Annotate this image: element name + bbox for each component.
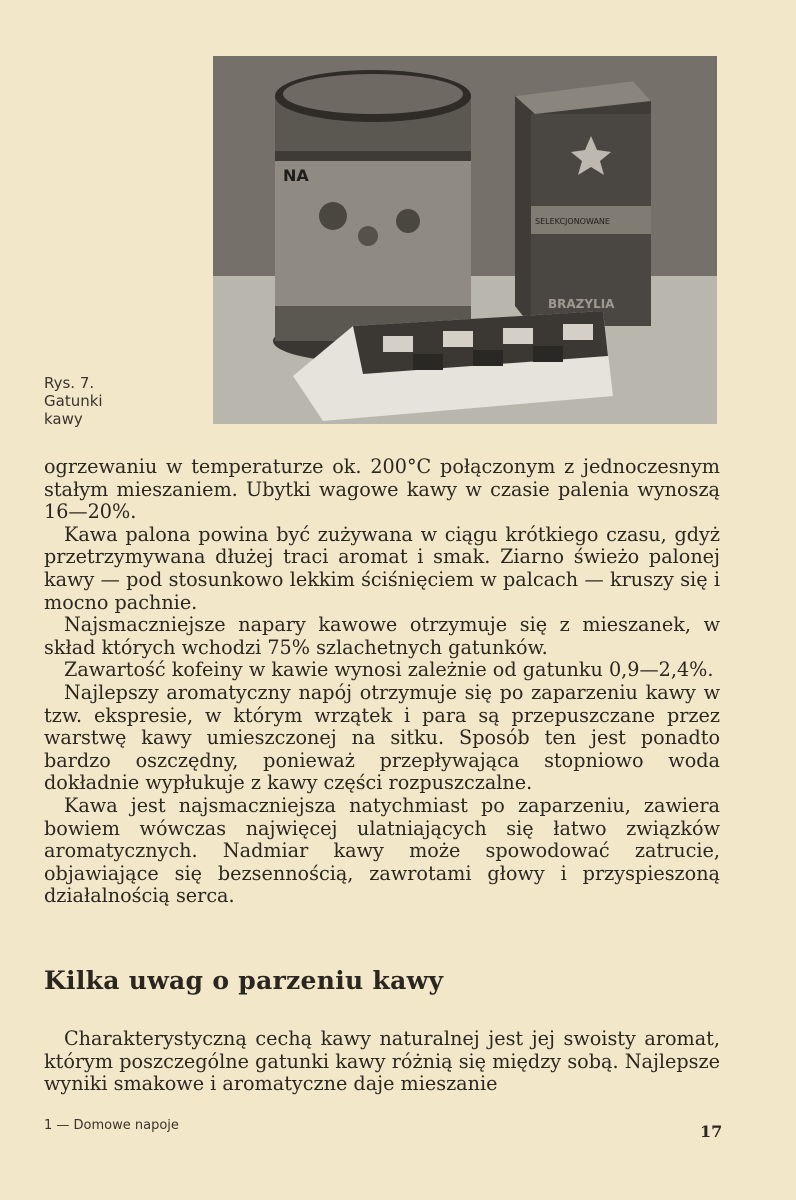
section-paragraph-1: Charakterystyczną cechą kawy naturalnej jest jej swoisty aromat, którym poszczególne gatunki kawy różnią się między sobą. Najlepsze wyniki smakowe i aromatyczne daje mieszanie <box>44 1027 720 1096</box>
caption-line-1: Rys. 7. <box>44 374 95 392</box>
paragraph-5: Najlepszy aromatyczny napój otrzymuje się po zaparzeniu kawy w tzw. ekspresie, w którym wrzątek i para są przepuszczane przez warstwę kawy umieszczonej na sitku. Sposób ten jest ponadto bardzo oszczędny, ponieważ przepływająca stopniowo woda dokładnie wypłukuje z kawy części rozpuszczalne. <box>44 680 720 795</box>
section-heading: Kilka uwag o parzeniu kawy <box>44 966 444 995</box>
footer-signature: 1 — Domowe napoje <box>44 1118 179 1133</box>
section-body-text <box>44 1028 720 1096</box>
page-number: 17 <box>700 1122 723 1141</box>
caption-line-3: kawy <box>44 410 83 428</box>
tin-label: NA <box>283 166 309 185</box>
body-text <box>44 456 720 908</box>
paragraph-1: ogrzewaniu w temperaturze ok. 200°C połączonym z jednoczesnym stałym mieszaniem. Ubytki wagowe kawy w czasie palenia wynoszą 16—20%. <box>44 455 720 524</box>
coffee-illustration <box>213 56 717 424</box>
paragraph-4: Zawartość kofeiny w kawie wynosi zależnie od gatunku 0,9—2,4%. <box>64 658 714 682</box>
box-label-top: SELEKCJONOWANE <box>535 217 610 226</box>
paragraph-2: Kawa palona powina być zużywana w ciągu krótkiego czasu, gdyż przetrzymywana dłużej traci aromat i smak. Ziarno świeżo palonej kawy — pod stosunkowo lekkim ściśnięciem w palcach — kruszy się i mocno pachnie. <box>44 522 720 614</box>
box-label-bottom: BRAZYLIA <box>548 297 615 311</box>
coffee-photo <box>213 56 717 424</box>
paragraph-6: Kawa jest najsmaczniejsza natychmiast po zaparzeniu, zawiera bowiem wówczas najwięcej ulatniających się łatwo związków aromatycznych. Nadmiar kawy może spowodować zatrucie, objawiające się bezsennością, zawrotami głowy i przyspieszoną działalnością serca. <box>44 793 720 908</box>
paragraph-3: Najsmaczniejsze napary kawowe otrzymuje się z mieszanek, w skład których wchodzi 75% szlachetnych gatunków. <box>44 613 720 659</box>
caption-line-2: Gatunki <box>44 392 103 410</box>
figure-caption <box>44 374 103 428</box>
